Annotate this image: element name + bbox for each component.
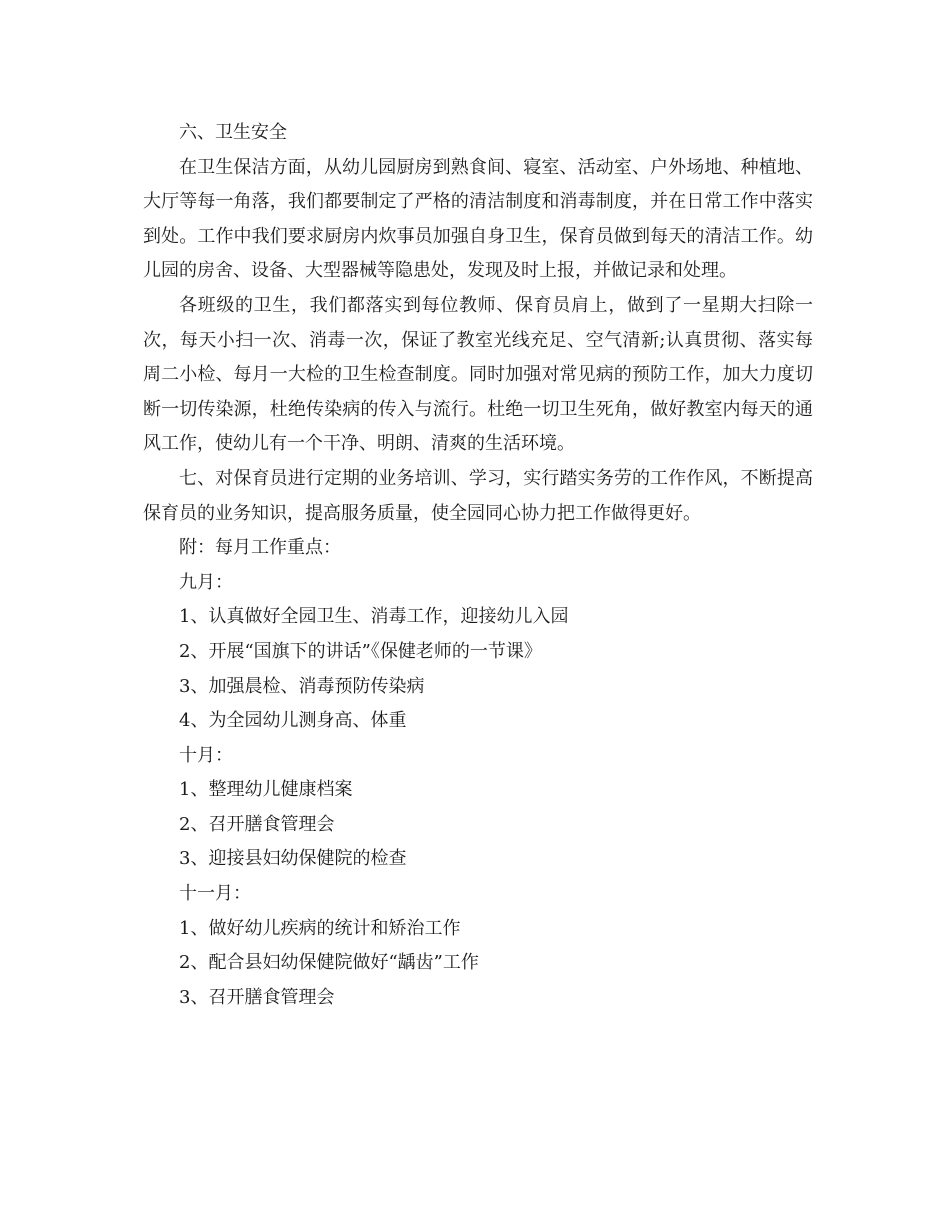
list-item: 1、整理幼儿健康档案	[179, 779, 353, 801]
list-item: 2、召开膳食管理会	[179, 813, 335, 835]
list-item: 1、做好幼儿疾病的统计和矫治工作	[179, 917, 461, 939]
document-body	[143, 116, 813, 1015]
list-item: 1、认真做好全园卫生、消毒工作，迎接幼儿入园	[179, 606, 569, 628]
paragraph-cleaning: 在卫生保洁方面，从幼儿园厨房到熟食间、寝室、活动室、户外场地、种植地、大厅等每一角落，我们都要制定了严格的清洁制度和消毒制度，并在日常工作中落实到处。工作中我们要求厨房内炊事员加强自身卫生，保育员做到每天的清洁工作。幼儿园的房舍、设备、大型器械等隐患处，发现及时上报，并做记录和处理。	[143, 156, 813, 282]
month-heading-september: 九月：	[179, 571, 233, 593]
month-heading-november: 十一月：	[179, 883, 251, 905]
appendix-heading: 附：每月工作重点：	[179, 537, 341, 559]
list-item: 3、召开膳食管理会	[179, 986, 335, 1008]
paragraph-class-hygiene: 各班级的卫生，我们都落实到每位教师、保育员肩上，做到了一星期大扫除一次，每天小扫一次、消毒一次，保证了教室光线充足、空气清新;认真贯彻、落实每周二小检、每月一大检的卫生检查制度。同时加强对常见病的预防工作，加大力度切断一切传染源，杜绝传染病的传入与流行。杜绝一切卫生死角，做好教室内每天的通风工作，使幼儿有一个干净、明朗、清爽的生活环境。	[143, 294, 813, 455]
section-heading-hygiene-safety: 六、卫生安全	[179, 122, 287, 143]
list-item: 2、配合县妇幼保健院做好“龋齿”工作	[179, 952, 479, 974]
list-item: 3、加强晨检、消毒预防传染病	[179, 675, 425, 697]
month-heading-october: 十月：	[179, 744, 233, 766]
list-item: 4、为全园幼儿测身高、体重	[179, 710, 407, 732]
paragraph-staff-training: 七、对保育员进行定期的业务培训、学习，实行踏实务劳的工作作风，不断提高保育员的业务知识，提高服务质量，使全园同心协力把工作做得更好。	[143, 467, 813, 524]
list-item: 3、迎接县妇幼保健院的检查	[179, 848, 407, 870]
list-item: 2、开展“国旗下的讲话”《保健老师的一节课》	[179, 640, 542, 662]
